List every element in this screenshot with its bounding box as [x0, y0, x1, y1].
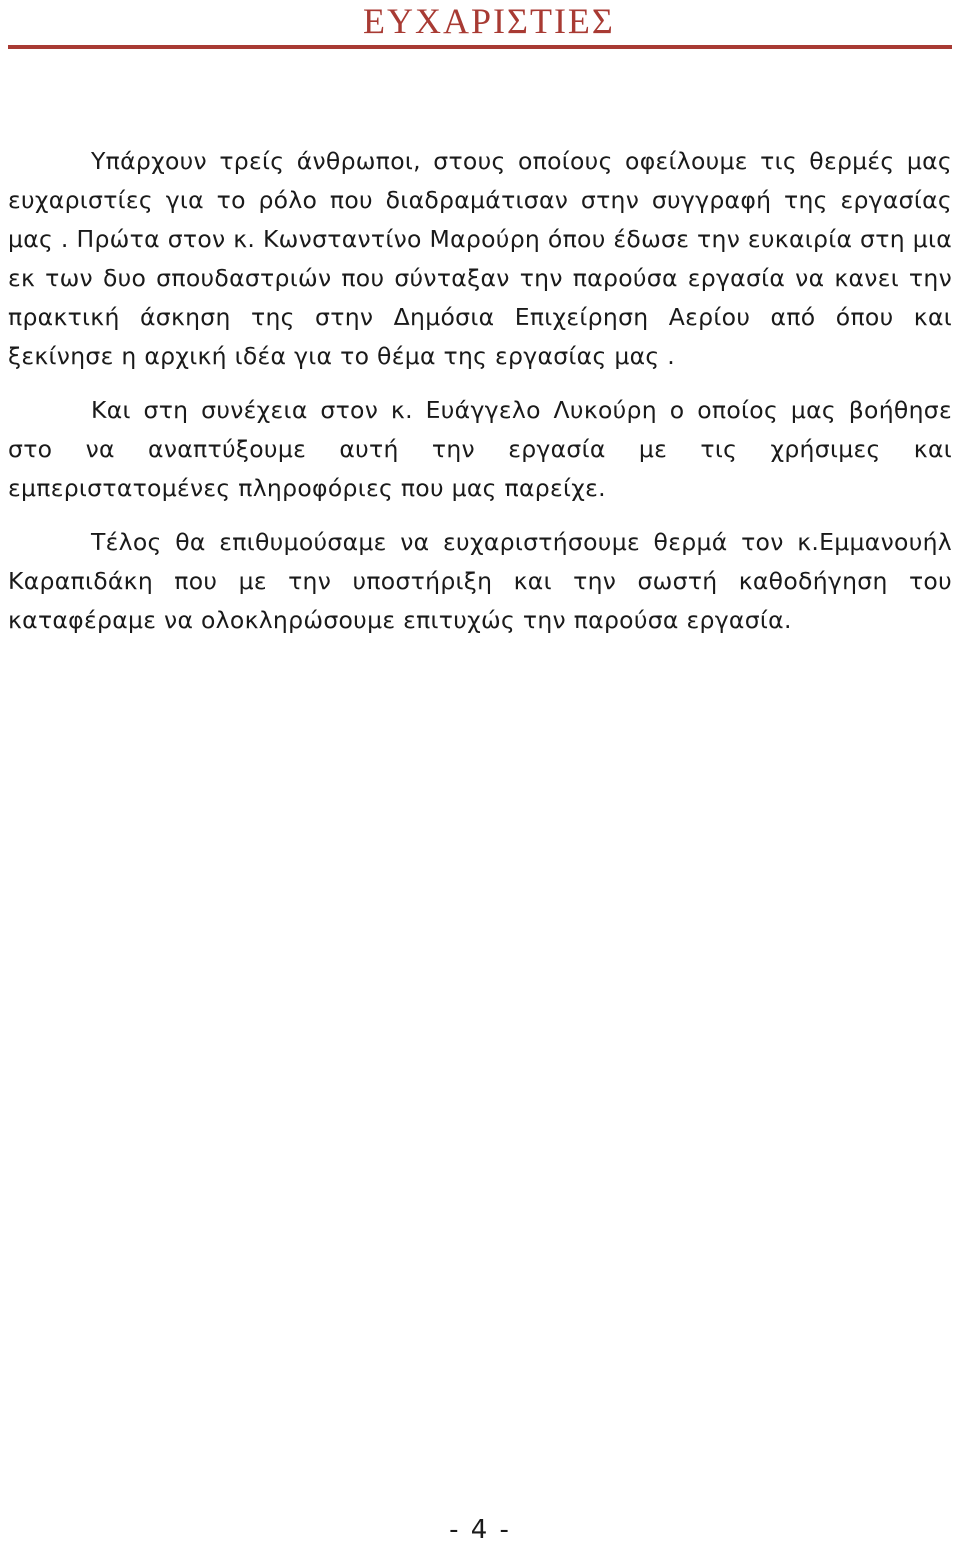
title-underline	[8, 45, 952, 49]
page-number: - 4 -	[449, 1515, 511, 1545]
paragraph-3: Τέλος θα επιθυμούσαμε να ευχαριστήσουμε θερμά τον κ.Εμμανουήλ Καραπιδάκη που με την υποστήριξη και την σωστή καθοδήγηση του καταφέραμε να ολοκληρώσουμε επιτυχώς την παρούσα εργασία.	[8, 528, 952, 634]
page-title: ΕΥΧΑΡΙΣΤΙΕΣ	[363, 1, 615, 41]
document-body	[8, 142, 952, 655]
paragraph-1: Υπάρχουν τρείς άνθρωποι, στους οποίους οφείλουμε τις θερμές μας ευχαριστίες για το ρόλο που διαδραμάτισαν στην συγγραφή της εργασίας μας . Πρώτα στον κ. Κωνσταντίνο Μαρούρη όπου έδωσε την ευκαιρία στη μια εκ των δυο σπουδαστριών που σύνταξαν την παρούσα εργασία να κανει την πρακτική άσκηση της στην Δημόσια Επιχείρηση Αερίου από όπου και ξεκίνησε η αρχική ιδέα για το θέμα της εργασίας μας .	[8, 147, 952, 370]
paragraph-2: Και στη συνέχεια στον κ. Ευάγγελο Λυκούρη ο οποίος μας βοήθησε στο να αναπτύξουμε αυτή την εργασία με τις χρήσιμες και εμπεριστατομένες πληροφόριες που μας παρείχε.	[8, 396, 952, 502]
